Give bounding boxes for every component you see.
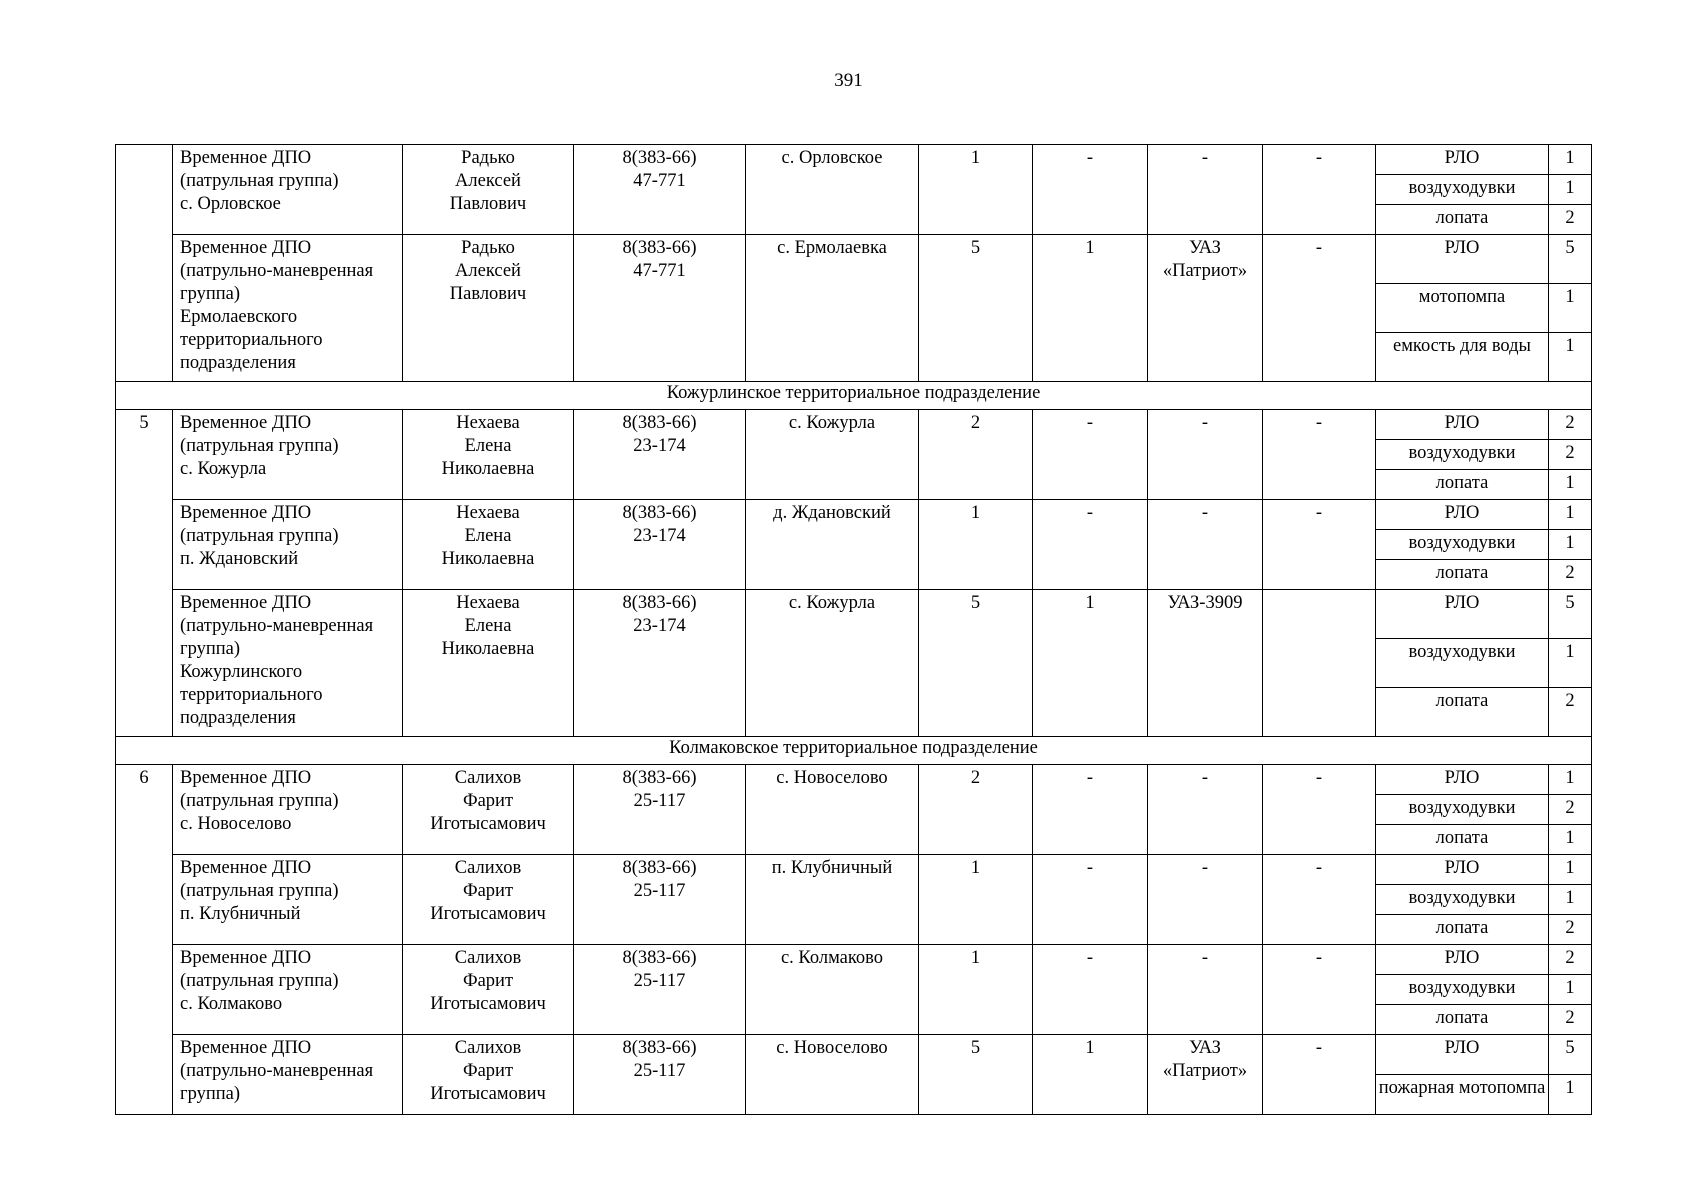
- people-count: 5: [919, 590, 1033, 737]
- text-line: (патрульная группа): [180, 171, 339, 191]
- text-line: 47-771: [633, 261, 686, 281]
- text-line: 8(383-66): [622, 768, 697, 788]
- vehicle-name: -: [1148, 855, 1263, 945]
- equipment-list: [1376, 765, 1591, 854]
- text-line: группа): [180, 1084, 241, 1104]
- other-tech: -: [1263, 145, 1376, 235]
- equipment-item: [1376, 638, 1591, 687]
- text-line: Кожурлинского: [180, 662, 303, 682]
- text-line: 8(383-66): [622, 593, 697, 613]
- equipment-qty: 1: [1549, 529, 1592, 559]
- equipment-cell: [1376, 145, 1592, 235]
- equipment-qty: 2: [1549, 204, 1592, 234]
- text-line: (патрульно-маневренная: [180, 616, 374, 636]
- location: с. Орловское: [746, 145, 919, 235]
- tech-count: 1: [1033, 235, 1148, 382]
- equipment-list: [1376, 945, 1591, 1034]
- head-name: [403, 1035, 574, 1115]
- other-tech: [1263, 590, 1376, 737]
- equipment-item: [1376, 688, 1591, 736]
- location: с. Кожурла: [746, 410, 919, 500]
- text-line: 23-174: [633, 616, 686, 636]
- text-line: территориального: [180, 685, 323, 705]
- equipment-list: [1376, 235, 1591, 381]
- table-row: [116, 765, 1592, 855]
- text-line: (патрульно-маневренная: [180, 261, 374, 281]
- text-line: Елена: [464, 526, 512, 546]
- text-line: 23-174: [633, 436, 686, 456]
- equipment-name: воздуходувки: [1376, 638, 1549, 687]
- text-line: Радько: [461, 148, 515, 168]
- text-line: территориального: [180, 330, 323, 350]
- equipment-item: [1376, 914, 1591, 944]
- text-line: (патрульная группа): [180, 436, 339, 456]
- people-count: 1: [919, 145, 1033, 235]
- table-row: [116, 855, 1592, 945]
- equipment-item: [1376, 333, 1591, 381]
- text-line: 8(383-66): [622, 503, 697, 523]
- text-line: Иготысамович: [430, 994, 546, 1014]
- text-line: Салихов: [454, 948, 522, 968]
- head-name: [403, 855, 574, 945]
- equipment-qty: 2: [1549, 410, 1592, 439]
- equipment-name: РЛО: [1376, 855, 1549, 884]
- equipment-name: воздуходувки: [1376, 884, 1549, 914]
- unit-name: [173, 500, 403, 590]
- equipment-item: [1376, 559, 1591, 589]
- text-line: с. Кожурла: [180, 459, 267, 479]
- section-title: Кожурлинское территориальное подразделение: [116, 382, 1592, 410]
- head-name: [403, 945, 574, 1035]
- equipment-name: РЛО: [1376, 765, 1549, 794]
- equipment-list: [1376, 145, 1591, 234]
- unit-name: [173, 590, 403, 737]
- text-line: Салихов: [454, 768, 522, 788]
- text-line: Иготысамович: [430, 1084, 546, 1104]
- row-number: 5: [116, 410, 173, 737]
- phone: [574, 765, 746, 855]
- text-line: Николаевна: [441, 639, 535, 659]
- unit-name: [173, 945, 403, 1035]
- text-line: 47-771: [633, 171, 686, 191]
- text-line: подразделения: [180, 708, 296, 728]
- equipment-name: лопата: [1435, 472, 1489, 493]
- equipment-qty: 2: [1549, 688, 1592, 736]
- text-line: Иготысамович: [430, 814, 546, 834]
- equipment-item: [1376, 945, 1591, 974]
- text-line: (патрульная группа): [180, 971, 339, 991]
- units-table: [115, 144, 1592, 1115]
- equipment-qty: 1: [1549, 283, 1592, 332]
- text-line: с. Новоселово: [180, 814, 292, 834]
- head-name: [403, 500, 574, 590]
- equipment-item: [1376, 529, 1591, 559]
- equipment-name: лопата: [1435, 1007, 1489, 1028]
- text-line: Фарит: [462, 881, 514, 901]
- equipment-qty: 1: [1549, 765, 1592, 794]
- equipment-qty: 1: [1549, 333, 1592, 381]
- text-line: Ермолаевского: [180, 307, 298, 327]
- text-line: Нехаева: [456, 503, 520, 523]
- equipment-cell: [1376, 235, 1592, 382]
- people-count: 5: [919, 235, 1033, 382]
- tech-count: -: [1033, 945, 1148, 1035]
- text-line: Нехаева: [456, 593, 520, 613]
- equipment-item: [1376, 974, 1591, 1004]
- other-tech: -: [1263, 410, 1376, 500]
- text-line: 25-117: [633, 791, 686, 811]
- text-line: 8(383-66): [622, 413, 697, 433]
- equipment-name: РЛО: [1376, 410, 1549, 439]
- text-line: подразделения: [180, 353, 296, 373]
- vehicle-name: УАЗ «Патриот»: [1148, 235, 1263, 382]
- text-line: 8(383-66): [622, 1038, 697, 1058]
- text-line: п. Ждановский: [180, 549, 299, 569]
- equipment-name: воздуходувки: [1376, 529, 1549, 559]
- text-line: Елена: [464, 616, 512, 636]
- text-line: группа): [180, 284, 241, 304]
- text-line: Салихов: [454, 858, 522, 878]
- text-line: Временное ДПО: [180, 148, 312, 168]
- phone: [574, 410, 746, 500]
- text-line: Временное ДПО: [180, 238, 312, 258]
- text-line: 8(383-66): [622, 238, 697, 258]
- text-line: Временное ДПО: [180, 593, 312, 613]
- people-count: 5: [919, 1035, 1033, 1115]
- equipment-name: воздуходувки: [1376, 439, 1549, 469]
- equipment-item: [1376, 174, 1591, 204]
- tech-count: -: [1033, 765, 1148, 855]
- text-line: Алексей: [455, 261, 521, 281]
- equipment-list: [1376, 590, 1591, 736]
- unit-name: [173, 1035, 403, 1115]
- location: д. Ждановский: [746, 500, 919, 590]
- tech-count: -: [1033, 855, 1148, 945]
- tech-count: -: [1033, 410, 1148, 500]
- equipment-qty: 1: [1549, 974, 1592, 1004]
- text-line: Временное ДПО: [180, 1038, 312, 1058]
- text-line: (патрульная группа): [180, 791, 339, 811]
- text-line: Временное ДПО: [180, 948, 312, 968]
- text-line: Салихов: [454, 1038, 522, 1058]
- text-line: Нехаева: [456, 413, 520, 433]
- equipment-item: [1376, 1075, 1591, 1115]
- equipment-item: [1376, 855, 1591, 884]
- text-line: Временное ДПО: [180, 858, 312, 878]
- equipment-item: [1376, 1004, 1591, 1034]
- equipment-name: лопата: [1435, 827, 1489, 848]
- people-count: 1: [919, 945, 1033, 1035]
- equipment-item: [1376, 283, 1591, 332]
- equipment-item: [1376, 469, 1591, 499]
- equipment-cell: [1376, 855, 1592, 945]
- text-line: Иготысамович: [430, 904, 546, 924]
- equipment-name: воздуходувки: [1376, 794, 1549, 824]
- text-line: с. Орловское: [180, 194, 281, 214]
- table-row: [116, 235, 1592, 382]
- vehicle-name: -: [1148, 145, 1263, 235]
- equipment-list: [1376, 855, 1591, 944]
- equipment-name: воздуходувки: [1376, 174, 1549, 204]
- phone: [574, 590, 746, 737]
- text-line: 23-174: [633, 526, 686, 546]
- text-line: Николаевна: [441, 549, 535, 569]
- table-row: [116, 145, 1592, 235]
- head-name: [403, 765, 574, 855]
- table-row: [116, 410, 1592, 500]
- equipment-name: РЛО: [1376, 1035, 1549, 1075]
- location: с. Новоселово: [746, 765, 919, 855]
- text-line: (патрульная группа): [180, 526, 339, 546]
- equipment-qty: 1: [1549, 469, 1592, 499]
- equipment-qty: 2: [1549, 914, 1592, 944]
- unit-name: [173, 235, 403, 382]
- equipment-qty: 1: [1549, 824, 1592, 854]
- tech-count: 1: [1033, 590, 1148, 737]
- equipment-cell: [1376, 1035, 1592, 1115]
- equipment-qty: 1: [1549, 638, 1592, 687]
- vehicle-name: УАЗ-3909: [1148, 590, 1263, 737]
- equipment-qty: 2: [1549, 439, 1592, 469]
- text-line: 8(383-66): [622, 858, 697, 878]
- table-row: [116, 945, 1592, 1035]
- equipment-list: [1376, 410, 1591, 499]
- unit-name: [173, 410, 403, 500]
- text-line: 25-117: [633, 971, 686, 991]
- people-count: 2: [919, 765, 1033, 855]
- equipment-qty: 1: [1549, 174, 1592, 204]
- equipment-item: [1376, 590, 1591, 638]
- head-name: [403, 590, 574, 737]
- section-title: Колмаковское территориальное подразделение: [116, 737, 1592, 765]
- people-count: 2: [919, 410, 1033, 500]
- text-line: Павлович: [449, 194, 527, 214]
- people-count: 1: [919, 855, 1033, 945]
- text-line: Фарит: [462, 791, 514, 811]
- phone: [574, 235, 746, 382]
- equipment-name: РЛО: [1376, 145, 1549, 174]
- equipment-item: [1376, 439, 1591, 469]
- text-line: Радько: [461, 238, 515, 258]
- unit-name: [173, 855, 403, 945]
- equipment-qty: 1: [1549, 500, 1592, 529]
- equipment-name: емкость для воды: [1393, 336, 1531, 357]
- tech-count: -: [1033, 145, 1148, 235]
- people-count: 1: [919, 500, 1033, 590]
- location: с. Новоселово: [746, 1035, 919, 1115]
- equipment-name: РЛО: [1376, 235, 1549, 283]
- equipment-name: РЛО: [1376, 500, 1549, 529]
- equipment-cell: [1376, 590, 1592, 737]
- location: с. Колмаково: [746, 945, 919, 1035]
- head-name: [403, 145, 574, 235]
- equipment-name: РЛО: [1376, 945, 1549, 974]
- equipment-item: [1376, 145, 1591, 174]
- other-tech: -: [1263, 765, 1376, 855]
- equipment-qty: 2: [1549, 559, 1592, 589]
- unit-name: [173, 145, 403, 235]
- equipment-qty: 1: [1549, 145, 1592, 174]
- vehicle-name: -: [1148, 765, 1263, 855]
- equipment-qty: 5: [1549, 590, 1592, 638]
- phone: [574, 1035, 746, 1115]
- equipment-name: лопата: [1435, 207, 1489, 228]
- equipment-item: [1376, 765, 1591, 794]
- equipment-item: [1376, 410, 1591, 439]
- vehicle-name: -: [1148, 945, 1263, 1035]
- equipment-qty: 1: [1549, 884, 1592, 914]
- head-name: [403, 235, 574, 382]
- equipment-cell: [1376, 945, 1592, 1035]
- text-line: 25-117: [633, 881, 686, 901]
- equipment-item: [1376, 500, 1591, 529]
- vehicle-name: УАЗ «Патриот»: [1148, 1035, 1263, 1115]
- vehicle-name: -: [1148, 500, 1263, 590]
- text-line: Временное ДПО: [180, 413, 312, 433]
- text-line: Елена: [464, 436, 512, 456]
- row-number: [116, 145, 173, 382]
- equipment-cell: [1376, 765, 1592, 855]
- equipment-item: [1376, 884, 1591, 914]
- equipment-cell: [1376, 410, 1592, 500]
- text-line: Временное ДПО: [180, 503, 312, 523]
- unit-name: [173, 765, 403, 855]
- location: с. Кожурла: [746, 590, 919, 737]
- table-row: [116, 590, 1592, 737]
- other-tech: -: [1263, 855, 1376, 945]
- equipment-item: [1376, 824, 1591, 854]
- text-line: Павлович: [449, 284, 527, 304]
- text-line: группа): [180, 639, 241, 659]
- text-line: 8(383-66): [622, 148, 697, 168]
- equipment-qty: 1: [1549, 855, 1592, 884]
- equipment-item: [1376, 235, 1591, 283]
- table-row: [116, 500, 1592, 590]
- phone: [574, 855, 746, 945]
- equipment-qty: 2: [1549, 794, 1592, 824]
- phone: [574, 145, 746, 235]
- text-line: Фарит: [462, 1061, 514, 1081]
- text-line: Николаевна: [441, 459, 535, 479]
- tech-count: 1: [1033, 1035, 1148, 1115]
- phone: [574, 945, 746, 1035]
- equipment-item: [1376, 794, 1591, 824]
- text-line: Временное ДПО: [180, 768, 312, 788]
- text-line: Фарит: [462, 971, 514, 991]
- equipment-item: [1376, 204, 1591, 234]
- vehicle-name: -: [1148, 410, 1263, 500]
- tech-count: -: [1033, 500, 1148, 590]
- equipment-name: РЛО: [1376, 590, 1549, 638]
- text-line: Алексей: [455, 171, 521, 191]
- equipment-qty: 2: [1549, 1004, 1592, 1034]
- equipment-qty: 2: [1549, 945, 1592, 974]
- equipment-list: [1376, 1035, 1591, 1114]
- equipment-name: лопата: [1435, 562, 1489, 583]
- equipment-qty: 5: [1549, 1035, 1592, 1075]
- equipment-name: пожарная мотопомпа: [1378, 1078, 1546, 1098]
- text-line: с. Колмаково: [180, 994, 283, 1014]
- head-name: [403, 410, 574, 500]
- other-tech: -: [1263, 500, 1376, 590]
- equipment-cell: [1376, 500, 1592, 590]
- phone: [574, 500, 746, 590]
- other-tech: -: [1263, 1035, 1376, 1115]
- equipment-item: [1376, 1035, 1591, 1075]
- text-line: 25-117: [633, 1061, 686, 1081]
- text-line: (патрульная группа): [180, 881, 339, 901]
- equipment-qty: 5: [1549, 235, 1592, 283]
- location: п. Клубничный: [746, 855, 919, 945]
- table-row: [116, 1035, 1592, 1115]
- other-tech: -: [1263, 945, 1376, 1035]
- text-line: п. Клубничный: [180, 904, 301, 924]
- page-number: 391: [834, 70, 863, 91]
- equipment-list: [1376, 500, 1591, 589]
- equipment-name: лопата: [1435, 917, 1489, 938]
- equipment-name: воздуходувки: [1376, 974, 1549, 1004]
- text-line: 8(383-66): [622, 948, 697, 968]
- text-line: (патрульно-маневренная: [180, 1061, 374, 1081]
- equipment-qty: 1: [1549, 1075, 1592, 1115]
- row-number: 6: [116, 765, 173, 1115]
- other-tech: -: [1263, 235, 1376, 382]
- equipment-name: мотопомпа: [1376, 283, 1549, 332]
- equipment-name: лопата: [1435, 691, 1489, 712]
- location: с. Ермолаевка: [746, 235, 919, 382]
